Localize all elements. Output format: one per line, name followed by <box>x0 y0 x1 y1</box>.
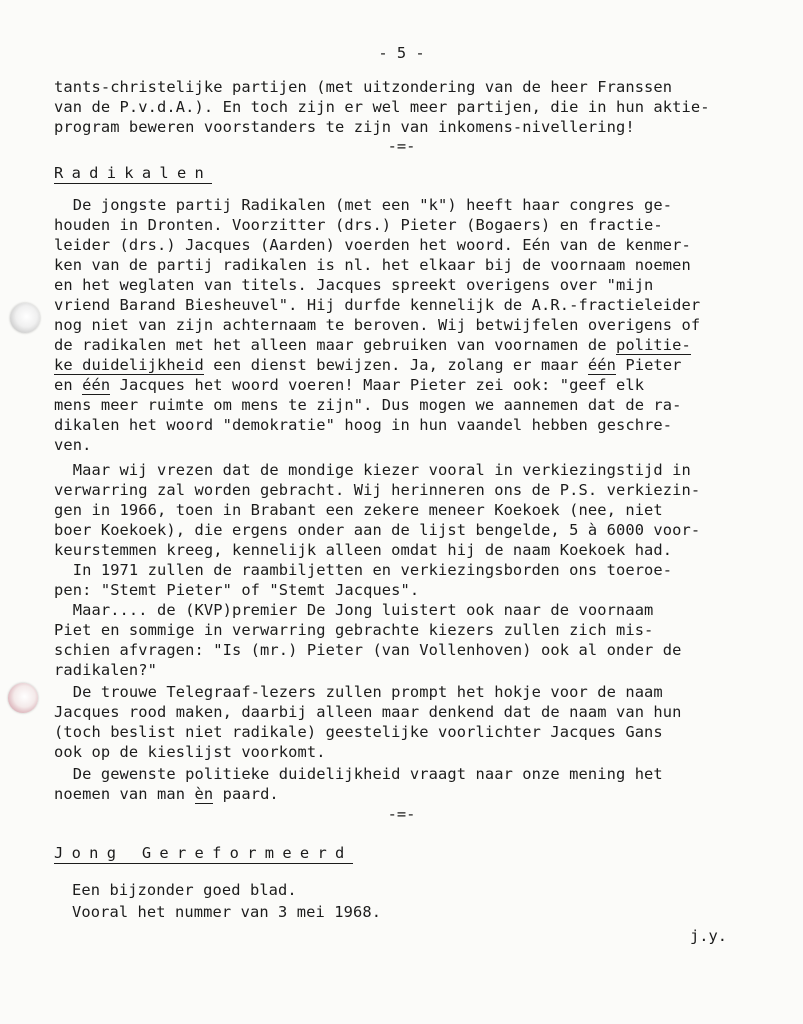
paragraph-line <box>54 375 644 395</box>
page-number: - 5 - <box>378 44 425 62</box>
separator: -=- <box>387 137 416 155</box>
punch-hole-top <box>10 303 40 333</box>
paragraph-line: ven. <box>54 436 92 454</box>
paragraph-line: (toch beslist niet radikale) geestelijke voorlichter Jacques Gans <box>54 723 663 741</box>
paragraph-line: houden in Dronten. Voorzitter (drs.) Pieter (Bogaers) en fractie- <box>54 216 663 234</box>
paragraph-line: leider (drs.) Jacques (Aarden) voerden het woord. Eén van de kenmer- <box>54 236 691 254</box>
paragraph-line: Een bijzonder goed blad. <box>72 881 297 899</box>
intro-line: tants-christelijke partijen (met uitzondering van de heer Franssen <box>54 78 673 96</box>
paragraph-line: verwarring zal worden gebracht. Wij herinneren ons de P.S. verkiezin- <box>54 481 701 499</box>
underlined-text: één <box>82 376 111 394</box>
line-text: een dienst bewijzen. Ja, zolang er maar <box>203 356 588 374</box>
paragraph-line <box>54 335 691 355</box>
paragraph-line: De gewenste politieke duidelijkheid vraagt naar onze mening het <box>54 765 663 783</box>
line-text: noemen van man <box>54 785 195 803</box>
paragraph-line: De jongste partij Radikalen (met een "k") heeft haar congres ge- <box>54 196 673 214</box>
line-text: de radikalen met het alleen maar gebruiken van voornamen de <box>54 336 616 354</box>
paragraph-line: en het weglaten van titels. Jacques spreekt overigens over "mijn <box>54 276 654 294</box>
paragraph-line: De trouwe Telegraaf-lezers zullen prompt het hokje voor de naam <box>54 683 663 701</box>
underlined-text: politie- <box>615 336 691 354</box>
paragraph-line: radikalen?" <box>54 661 158 679</box>
paragraph-line <box>54 784 279 804</box>
paragraph-line: Maar.... de (KVP)premier De Jong luistert ook naar de voornaam <box>54 601 654 619</box>
paragraph-line: Maar wij vrezen dat de mondige kiezer vooral in verkiezingstijd in <box>54 461 691 479</box>
punch-hole-bottom <box>8 683 38 713</box>
paragraph-line: ken van de partij radikalen is nl. het elkaar bij de voornaam noemen <box>54 256 691 274</box>
line-text: paard. <box>213 785 279 803</box>
paragraph-line: dikalen het woord "demokratie" hoog in hun vaandel hebben geschre- <box>54 416 673 434</box>
paragraph-line: gen in 1966, toen in Brabant een zekere meneer Koekoek (nee, niet <box>54 501 663 519</box>
paragraph-line: keurstemmen kreeg, kennelijk alleen omdat hij de naam Koekoek had. <box>54 541 673 559</box>
paragraph-line: Vooral het nummer van 3 mei 1968. <box>72 903 382 921</box>
paragraph-line: In 1971 zullen de raambiljetten en verkiezingsborden ons toeroe- <box>54 561 673 579</box>
paragraph-line: pen: "Stemt Pieter" of "Stemt Jacques". <box>54 581 420 599</box>
paragraph-line: mens meer ruimte om mens te zijn". Dus mogen we aannemen dat de ra- <box>54 396 682 414</box>
intro-line: program beweren voorstanders te zijn van inkomens-nivellering! <box>54 118 635 136</box>
separator: -=- <box>387 805 416 823</box>
section-heading-jong-gereformeerd: Jong Gereformeerd <box>54 844 353 862</box>
paragraph-line: boer Koekoek), die ergens onder aan de lijst bengelde, 5 à 6000 voor- <box>54 521 701 539</box>
signature: j.y. <box>690 927 728 945</box>
intro-line: van de P.v.d.A.). En toch zijn er wel meer partijen, die in hun aktie- <box>54 98 710 116</box>
line-text: Jacques het woord voeren! Maar Pieter zei ook: "geef elk <box>110 376 645 394</box>
line-text: Pieter <box>615 356 682 374</box>
paragraph-line: Jacques rood maken, daarbij alleen maar denkend dat de naam van hun <box>54 703 682 721</box>
paragraph-line: schien afvragen: "Is (mr.) Pieter (van Vollenhoven) ook al onder de <box>54 641 682 659</box>
underlined-text: ke duidelijkheid <box>54 356 204 374</box>
underlined-text: één <box>587 356 616 374</box>
paragraph-line: vriend Barand Biesheuvel". Hij durfde kennelijk de A.R.-fractieleider <box>54 296 701 314</box>
line-text: en <box>54 376 83 394</box>
section-heading-radikalen: Radikalen <box>54 164 213 182</box>
paragraph-line: Piet en sommige in verwarring gebrachte kiezers zullen zich mis- <box>54 621 654 639</box>
underlined-text: èn <box>194 785 214 803</box>
paragraph-line <box>54 355 682 375</box>
paragraph-line: nog niet van zijn achternaam te beroven. Wij betwijfelen overigens of <box>54 316 701 334</box>
paragraph-line: ook op de kieslijst voorkomt. <box>54 743 326 761</box>
